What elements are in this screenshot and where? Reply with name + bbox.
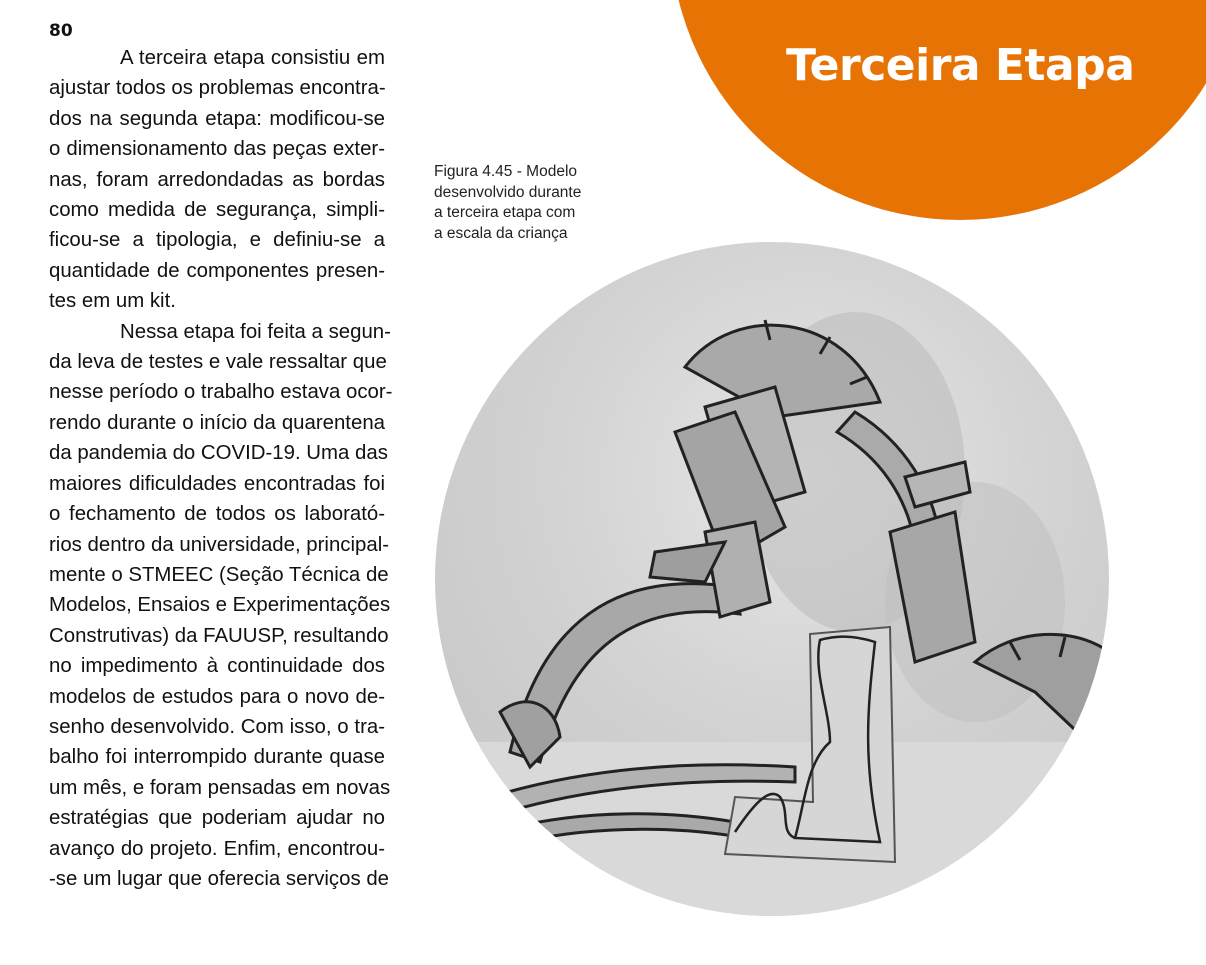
text-line: Modelos, Ensaios e Experimentações <box>49 594 391 617</box>
text-line: nas, foram arredondadas as bordas <box>49 168 385 191</box>
text-line: da leva de testes e vale ressaltar que <box>49 351 387 374</box>
text-line: um mês, e foram pensadas em novas <box>49 776 391 799</box>
text-line: tes em um kit. <box>49 290 176 313</box>
text-line: Nessa etapa foi feita a segun- <box>120 320 391 343</box>
text-line: maiores dificuldades encontradas foi <box>49 472 385 495</box>
body-text <box>49 43 393 894</box>
text-line: como medida de segurança, simpli- <box>49 199 385 222</box>
text-line: ajustar todos os problemas encontra- <box>49 77 386 100</box>
text-line: mente o STMEEC (Seção Técnica de <box>49 563 389 586</box>
text-line: da pandemia do COVID-19. Uma das <box>49 442 388 465</box>
text-line: nesse período o trabalho estava ocor- <box>49 381 393 404</box>
text-line: balho foi interrompido durante quase <box>49 746 385 769</box>
text-line: Construtivas) da FAUUSP, resultando <box>49 624 389 647</box>
caption-line: desenvolvido durante <box>434 183 582 201</box>
model-photo-illustration <box>435 242 1109 916</box>
orange-header-circle <box>670 0 1206 220</box>
text-line: avanço do projeto. Enfim, encontrou- <box>49 837 385 860</box>
text-line: no impedimento à continuidade dos <box>49 655 385 678</box>
text-line: rios dentro da universidade, principal- <box>49 533 390 556</box>
text-line: estratégias que poderiam ajudar no <box>49 807 385 830</box>
caption-line: Figura 4.45 - Modelo <box>434 163 578 180</box>
text-line: ficou-se a tipologia, e definiu-se a <box>49 229 385 252</box>
caption-line: a terceira etapa com <box>434 204 576 221</box>
text-line: quantidade de componentes presen- <box>49 259 385 282</box>
text-line: o dimensionamento das peças exter- <box>49 138 385 161</box>
caption-line: a escala da criança <box>434 224 568 242</box>
figure-caption <box>434 162 614 244</box>
text-line: senho desenvolvido. Com isso, o tra- <box>49 715 385 738</box>
text-line: dos na segunda etapa: modificou-se <box>49 107 385 130</box>
text-line: A terceira etapa consistiu em <box>120 47 385 69</box>
page-number: 80 <box>49 21 73 41</box>
model-photo <box>435 242 1109 916</box>
text-line: -se um lugar que oferecia serviços de <box>49 867 390 890</box>
text-line: o fechamento de todos os laborató- <box>49 503 385 526</box>
text-line: rendo durante o início da quarentena <box>49 411 385 434</box>
text-line: modelos de estudos para o novo de- <box>49 685 385 708</box>
section-title: Terceira Etapa <box>786 40 1135 91</box>
